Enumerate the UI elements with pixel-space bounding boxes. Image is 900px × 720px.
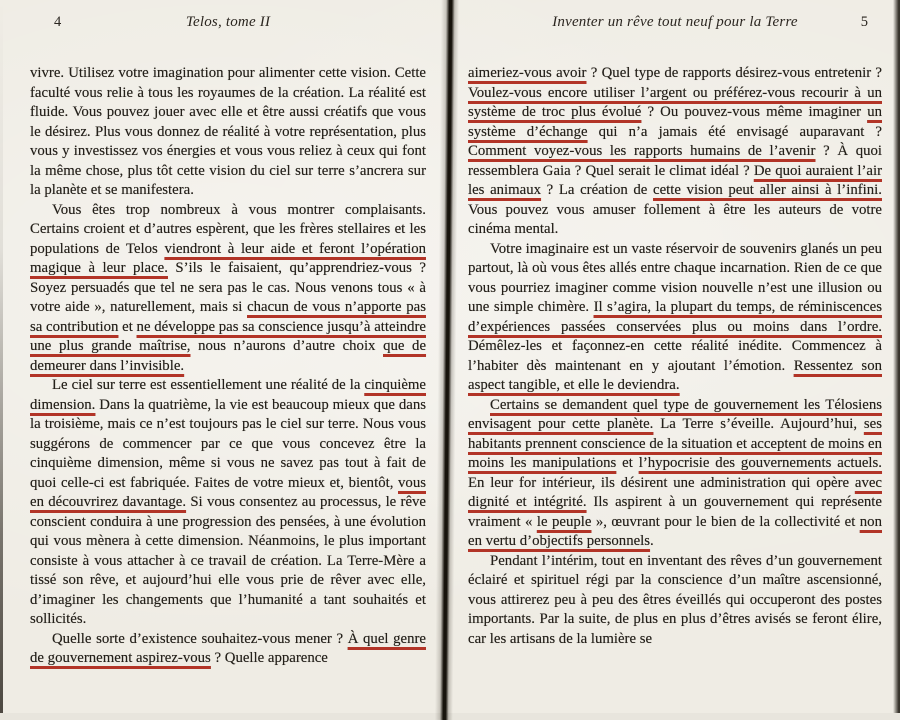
paragraph [30,376,426,630]
underlined-phrase: aimeriez-vous avoir [468,65,587,81]
text-segment: ? Ou pouvez-vous même imaginer [641,104,868,120]
underlined-phrase: vous en découvrirez davantage. [30,474,426,510]
underlined-phrase: Voulez-vous encore utiliser l’argent ou préférez-vous recourir à un système de troc plus évolué [468,84,882,120]
text-segment: Dans la quatrième, la vie est beaucoup mieux que dans la troisième, mais ce n’est toujours pas le ciel sur terre. Nous vous suggérons de commencer par ce que vous concevez être la cinquième dimension, même si vous ne savez pas tout à fait de quoi celle-ci est fabriquée. Faites de votre mieux et, bientôt, [30,396,426,491]
text-segment: S’ils le faisaient, qu’apprendriez-vous ? Soyez persuadés que tel ne sera pas le cas. Nous venons tous « à votre aide », naturellement, mais si [30,260,426,315]
text-segment: », œuvrant pour le bien de la collectivité et [591,513,860,530]
paragraph [30,64,426,201]
text-segment: et [616,455,639,471]
text-segment: ? Quelle apparence [210,650,328,666]
underlined-phrase: cette vision peut aller ainsi à l’infini. [653,182,882,198]
underlined-phrase: chacun de vous n’apporte pas sa contribution [30,299,426,335]
page-right [455,0,900,713]
underlined-phrase: que de demeurer dans l’invisible. [30,338,427,374]
text-segment: Démêlez-les et façonnez-en cette réalité inédite. Commencez à l’habiter dès maintenant en y ajoutant l’émotion. [468,338,882,374]
text-segment: ? Quel type de rapports désirez-vous entretenir ? [586,65,882,81]
underlined-phrase: Certains se demandent quel type de gouvernement les Télosiens envisagent pour cette planète. [468,396,882,432]
underlined-phrase: viendront à leur aide et feront l’opération magique à leur place. [30,240,426,276]
paragraph [30,201,426,377]
text-segment: Ils aspirent à un gouvernement qui représente vraiment « [468,494,882,530]
text-segment: Votre imaginaire est un vaste réservoir de souvenirs glanés un peu partout, là où vous êtes allés entre chaque incarnation. Rien de ce que vous pourriez imaginer comme vision nouvelle n’est une illusion ou une simple chimère. [468,240,882,315]
underlined-phrase: non en vertu d’objectifs personnels [468,513,882,549]
underlined-phrase: un système d’échange [468,104,882,140]
text-segment: qui n’a jamais été envisagé auparavant ? [587,123,882,140]
text-segment: Vous pouvez vous amuser follement à être les auteurs de votre cinéma mental. [468,201,882,237]
underlined-phrase: cinquième dimension. [30,377,426,413]
page-left-body [30,64,426,713]
underlined-phrase: De quoi auraient l’air les animaux [468,162,882,198]
page-left [0,0,443,713]
underlined-phrase: Il s’agira, la plupart du temps, de réminiscences d’expériences passées conservées plus ou moins dans l’ordre. [468,299,882,335]
text-segment: nous n’aurons d’autre choix [190,338,384,354]
text-segment: Quelle sorte d’existence souhaitez-vous mener ? [52,630,348,647]
text-segment: et [118,318,137,335]
photo-edge-right [893,0,900,713]
text-segment: En leur for intérieur, ils désirent une administration qui opère [468,474,855,491]
underlined-phrase: le peuple [536,513,592,530]
page-right-body [468,64,882,713]
underlined-phrase: avec dignité et intégrité. [468,474,882,510]
page-right-header [468,14,882,36]
underlined-phrase: l’hypocrisie des gouvernements actuels. [638,455,883,471]
page-number-left: 4 [54,14,62,30]
underlined-phrase: ne développe pas sa conscience jusqu’à atteindre une plus grande maîtrise, [30,318,426,354]
text-segment: Si vous consentez au processus, le rêve conscient conduira à une progression des pensées, à une évolution qui vous mènera à cette dimension. Néanmoins, le plus important consiste à vous attacher à ce travail de création. La Terre-Mère a tissé son rêve, et aujourd’hui elle vous prie de rêver avec elle, d’imaginer les changements que l’humanité a tant souhaités et sollicités. [30,494,426,627]
text-segment: Pendant l’intérim, tout en inventant des rêves d’un gouvernement éclairé et spirituel régi par la conscience d’un maître ascensionné, vous attirerez peu à peu des êtres éveillés qui occuperont des postes importants. Par la suite, de plus en plus d’êtres avisés se feront élire, car les artisans de la lumière se [468,552,882,647]
text-segment: ? La création de [541,182,653,198]
text-segment: vivre. Utilisez votre imagination pour alimenter cette vision. Cette faculté vous relie à tous les royaumes de la création. La réalité est fluide. Vous pouvez jouer avec elle et être aussi créatifs que vous le désirez. Plus vous donnez de réalité à votre représentation, plus vous y investissez vos énergies et vous vous reliez à ceux qui font la même chose, plus tôt cette vision du ciel sur terre s’ancrera sur la planète et se manifestera. [30,65,426,198]
paragraph [30,630,426,669]
underlined-phrase: Ressentez son aspect tangible, et elle le deviendra. [468,357,882,393]
photo-edge-left [0,0,3,713]
text-segment: La Terre s’éveille. Aujourd’hui, [653,416,864,432]
running-header-left: Telos, tome II [185,14,271,30]
text-segment: ? À quoi ressemblera Gaia ? Quel serait le climat idéal ? [468,143,882,179]
page-left-header [30,14,426,36]
text-segment: Vous êtes trop nombreux à vous montrer complaisants. Certains croient et d’autres espèrent, que les frères stellaires et les populations de Telos [30,201,426,257]
text-segment: Le ciel sur terre est essentiellement une réalité de la [52,377,365,393]
underlined-phrase: À quel genre de gouvernement aspirez-vous [30,630,426,666]
underlined-phrase: ses habitants prennent conscience de la situation et acceptent de moins en moins les manipulations [468,416,882,471]
paragraph [468,552,882,650]
text-segment: . [650,533,654,549]
running-header-right: Inventer un rêve tout neuf pour la Terre [552,14,798,30]
paragraph [468,64,882,240]
paragraph [468,396,882,552]
page-number-right: 5 [860,14,868,30]
underlined-phrase: Comment voyez-vous les rapports humains de l’avenir [468,143,816,159]
paragraph [468,240,882,396]
